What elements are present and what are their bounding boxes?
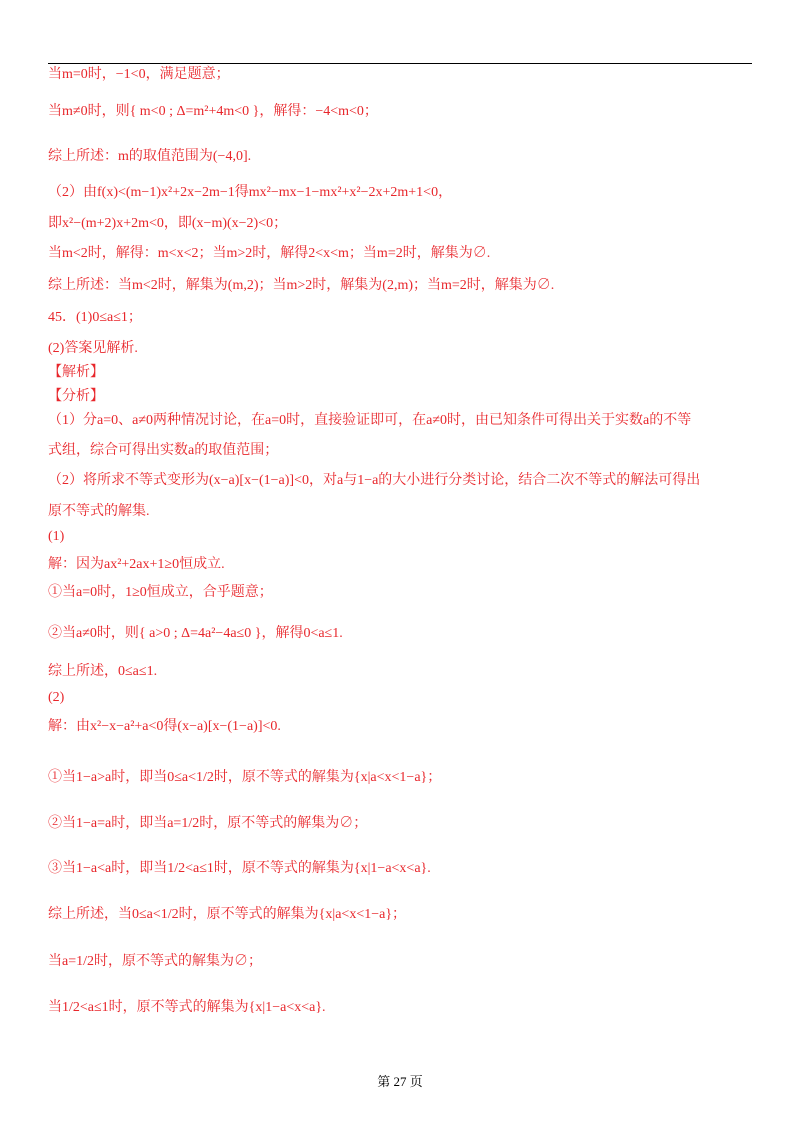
answer-45-part-2: (2)答案见解析.: [48, 341, 138, 356]
analysis-line-4: 原不等式的解集.: [48, 504, 150, 519]
text-line-1: 当m=0时，−1<0，满足题意；: [48, 67, 230, 82]
solution-1-line-1: 解：因为ax²+2ax+1≥0恒成立.: [48, 557, 225, 572]
solution-2-line-7: 当1/2<a≤1时，原不等式的解集为{x|1−a<x<a}.: [48, 1000, 326, 1015]
section-jiexi: 【解析】: [48, 365, 104, 380]
analysis-line-3: （2）将所求不等式变形为(x−a)[x−(1−a)]<0，对a与1−a的大小进行分类讨论，结合二次不等式的解法可得出: [48, 473, 701, 488]
analysis-line-1: （1）分a=0、a≠0两种情况讨论，在a=0时，直接验证即可，在a≠0时，由已知条件可得出关于实数a的不等: [48, 413, 692, 428]
solution-2-line-6: 当a=1/2时，原不等式的解集为∅；: [48, 954, 262, 969]
solution-2-line-4: ③当1−a<a时，即当1/2<a≤1时，原不等式的解集为{x|1−a<x<a}.: [48, 861, 431, 876]
part-2-label: (2): [48, 690, 65, 705]
header-rule: [48, 63, 752, 64]
section-fenxi: 【分析】: [48, 389, 104, 404]
solution-1-line-2: ①当a=0时，1≥0恒成立，合乎题意；: [48, 585, 273, 600]
page-number: 第 27 页: [377, 1074, 423, 1089]
solution-1-line-4: 综上所述，0≤a≤1.: [48, 664, 158, 679]
solution-2-line-2: ①当1−a>a时，即当0≤a<1/2时，原不等式的解集为{x|a<x<1−a}；: [48, 770, 442, 785]
text-line-7: 综上所述：当m<2时，解集为(m,2)；当m>2时，解集为(2,m)；当m=2时，解集为∅.: [48, 278, 555, 293]
solution-2-line-5: 综上所述，当0≤a<1/2时，原不等式的解集为{x|a<x<1−a}；: [48, 907, 407, 922]
text-line-6: 当m<2时，解得：m<x<2；当m>2时，解得2<x<m；当m=2时，解集为∅.: [48, 246, 491, 261]
text-line-3: 综上所述：m的取值范围为(−4,0].: [48, 149, 252, 164]
text-line-4: （2）由f(x)<(m−1)x²+2x−2m−1得mx²−mx−1−mx²+x²−2x+2m+1<0，: [48, 185, 453, 200]
solution-2-line-3: ②当1−a=a时，即当a=1/2时，原不等式的解集为∅；: [48, 816, 368, 831]
solution-2-line-1: 解：由x²−x−a²+a<0得(x−a)[x−(1−a)]<0.: [48, 719, 281, 734]
solution-1-line-3: ②当a≠0时，则{ a>0 ; Δ=4a²−4a≤0 }，解得0<a≤1.: [48, 626, 343, 641]
analysis-line-2: 式组，综合可得出实数a的取值范围；: [48, 443, 279, 458]
answer-45-part-1: 45．(1)0≤a≤1；: [48, 310, 142, 325]
part-1-label: (1): [48, 529, 65, 544]
text-line-2: 当m≠0时，则{ m<0 ; Δ=m²+4m<0 }，解得：−4<m<0；: [48, 104, 378, 119]
text-line-5: 即x²−(m+2)x+2m<0，即(x−m)(x−2)<0；: [48, 216, 288, 231]
